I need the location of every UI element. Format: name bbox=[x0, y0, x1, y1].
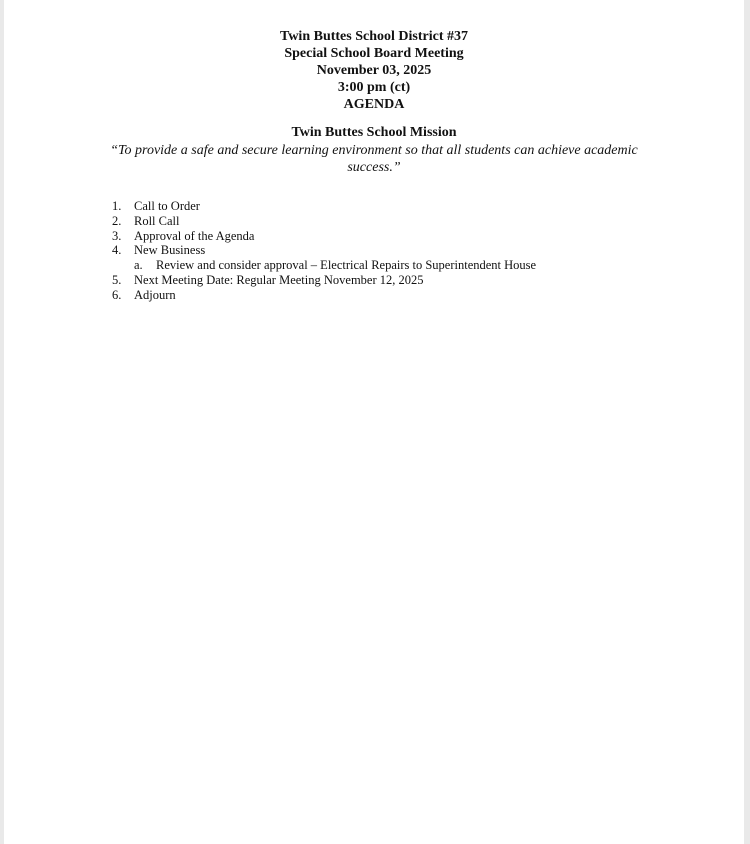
agenda-item-text: New Business bbox=[134, 243, 206, 258]
mission-title: Twin Buttes School Mission bbox=[291, 125, 457, 140]
agenda-item bbox=[4, 199, 744, 214]
document-page bbox=[4, 0, 744, 844]
agenda-list bbox=[4, 199, 744, 303]
meeting-date: November 03, 2025 bbox=[316, 63, 432, 78]
agenda-item-text: Next Meeting Date: Regular Meeting November 12, 2025 bbox=[134, 272, 424, 287]
agenda-item-number: 2. bbox=[112, 213, 122, 228]
agenda-item-number: 6. bbox=[112, 287, 122, 302]
meeting-time: 3:00 pm (ct) bbox=[337, 80, 411, 95]
agenda-item-text: Approval of the Agenda bbox=[134, 228, 255, 243]
agenda-item bbox=[4, 229, 744, 244]
agenda-item-text: Adjourn bbox=[134, 287, 176, 302]
document-type: AGENDA bbox=[343, 97, 405, 112]
agenda-item-number: 1. bbox=[112, 199, 122, 213]
agenda-item bbox=[4, 214, 744, 229]
agenda-subitem bbox=[4, 258, 744, 273]
agenda-item-number: 5. bbox=[112, 272, 122, 287]
agenda-item-text: Roll Call bbox=[134, 213, 180, 228]
agenda-item-number: 3. bbox=[112, 228, 122, 243]
agenda-item bbox=[4, 288, 744, 303]
agenda-subitem-letter: a. bbox=[134, 258, 143, 273]
agenda-item bbox=[4, 243, 744, 258]
document-header bbox=[4, 28, 744, 113]
agenda-item-text: Call to Order bbox=[134, 199, 200, 213]
agenda-item-number: 4. bbox=[112, 243, 122, 258]
mission-statement: “To provide a safe and secure learning environment so that all students can achieve academic success.” bbox=[110, 143, 638, 175]
meeting-title: Special School Board Meeting bbox=[284, 46, 464, 61]
agenda-subitem-text: Review and consider approval – Electrical Repairs to Superintendent House bbox=[156, 258, 537, 273]
agenda-item bbox=[4, 273, 744, 288]
district-name: Twin Buttes School District #37 bbox=[280, 29, 468, 44]
